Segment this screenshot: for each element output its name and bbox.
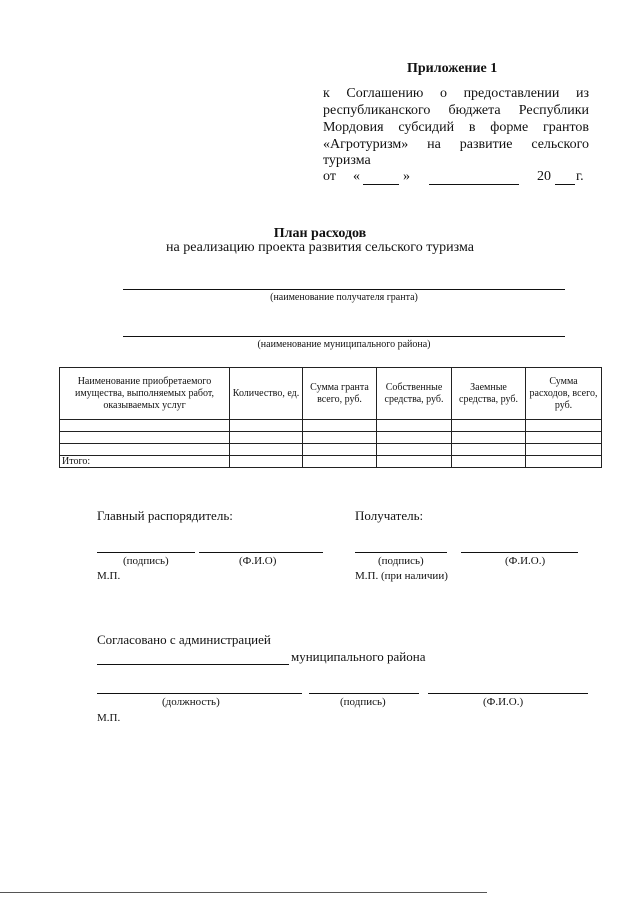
col-header-borrowed-funds: Заемные средства, руб. <box>452 368 526 420</box>
approval-label: Согласовано с администрацией <box>97 632 271 647</box>
recipient-fio-caption: (Ф.И.О.) <box>505 555 546 567</box>
year-blank <box>555 184 575 185</box>
recipient-signature-line <box>355 552 447 553</box>
approval-signature-caption: (подпись) <box>340 696 386 708</box>
table-cell[interactable] <box>60 444 230 456</box>
date-year-suffix: г. <box>576 169 584 184</box>
table-cell[interactable] <box>452 420 526 432</box>
position-caption: (должность) <box>162 696 220 708</box>
appendix-line-2: республиканского бюджета Республики <box>323 103 589 118</box>
date-prefix: от <box>323 169 336 184</box>
table-cell[interactable] <box>526 444 602 456</box>
table-cell[interactable] <box>303 444 377 456</box>
appendix-line-1: к Соглашению о предоставлении из <box>323 86 589 101</box>
date-open-quote: « <box>353 169 360 184</box>
manager-label: Главный распорядитель: <box>97 508 233 523</box>
appendix-line-5: туризма <box>323 153 371 168</box>
approval-district-suffix: муниципального района <box>291 649 426 664</box>
col-header-total-expenses: Сумма расходов, всего, руб. <box>526 368 602 420</box>
recipient-stamp: М.П. (при наличии) <box>355 570 448 582</box>
table-cell[interactable] <box>230 456 303 468</box>
district-name-line <box>123 336 565 337</box>
appendix-title: Приложение 1 <box>407 61 498 76</box>
table-cell[interactable] <box>303 456 377 468</box>
page-bottom-rule <box>0 892 487 893</box>
table-cell[interactable] <box>377 456 452 468</box>
month-blank <box>429 184 519 185</box>
recipient-name-line <box>123 289 565 290</box>
approval-signature-line <box>309 693 419 694</box>
col-header-item: Наименование приобретаемого имущества, выполняемых работ, оказываемых услуг <box>60 368 230 420</box>
table-cell[interactable] <box>526 432 602 444</box>
recipient-label: Получатель: <box>355 508 424 523</box>
table-cell[interactable] <box>452 444 526 456</box>
manager-stamp: М.П. <box>97 570 121 582</box>
table-cell[interactable] <box>377 432 452 444</box>
manager-signature-line <box>97 552 195 553</box>
col-header-quantity: Количество, ед. <box>230 368 303 420</box>
total-label: Итого: <box>60 456 230 468</box>
expense-table <box>59 367 602 468</box>
total-row <box>60 456 602 468</box>
table-cell[interactable] <box>452 456 526 468</box>
table-row <box>60 432 602 444</box>
approval-fio-line <box>428 693 588 694</box>
plan-subtitle: на реализацию проекта развития сельского туризма <box>166 240 474 255</box>
day-blank <box>363 184 399 185</box>
appendix-line-3: Мордовия субсидий в форме грантов <box>323 120 589 135</box>
table-cell[interactable] <box>60 432 230 444</box>
approval-fio-caption: (Ф.И.О.) <box>483 696 524 708</box>
table-header-row <box>60 368 602 420</box>
date-close-quote: » <box>403 169 410 184</box>
manager-fio-line <box>199 552 323 553</box>
table-cell[interactable] <box>377 444 452 456</box>
plan-title: План расходов <box>273 226 367 241</box>
table-cell[interactable] <box>526 456 602 468</box>
col-header-own-funds: Собственные средства, руб. <box>377 368 452 420</box>
table-cell[interactable] <box>60 420 230 432</box>
date-year-prefix: 20 <box>537 169 551 184</box>
approval-stamp: М.П. <box>97 712 121 724</box>
position-line <box>97 693 302 694</box>
appendix-line-4: «Агротуризм» на развитие сельского <box>323 137 589 152</box>
table-cell[interactable] <box>452 432 526 444</box>
recipient-fio-line <box>461 552 578 553</box>
agreement-date-line <box>323 169 589 188</box>
table-cell[interactable] <box>230 444 303 456</box>
manager-signature-caption: (подпись) <box>123 555 169 567</box>
recipient-signature-caption: (подпись) <box>378 555 424 567</box>
table-cell[interactable] <box>230 420 303 432</box>
table-cell[interactable] <box>230 432 303 444</box>
table-cell[interactable] <box>526 420 602 432</box>
administration-line <box>97 664 289 665</box>
manager-fio-caption: (Ф.И.О) <box>239 555 277 567</box>
district-caption: (наименование муниципального района) <box>257 339 431 350</box>
table-cell[interactable] <box>303 432 377 444</box>
table-row <box>60 420 602 432</box>
recipient-caption: (наименование получателя гранта) <box>270 292 418 303</box>
table-row <box>60 444 602 456</box>
col-header-grant-sum: Сумма гранта всего, руб. <box>303 368 377 420</box>
table-cell[interactable] <box>377 420 452 432</box>
table-cell[interactable] <box>303 420 377 432</box>
